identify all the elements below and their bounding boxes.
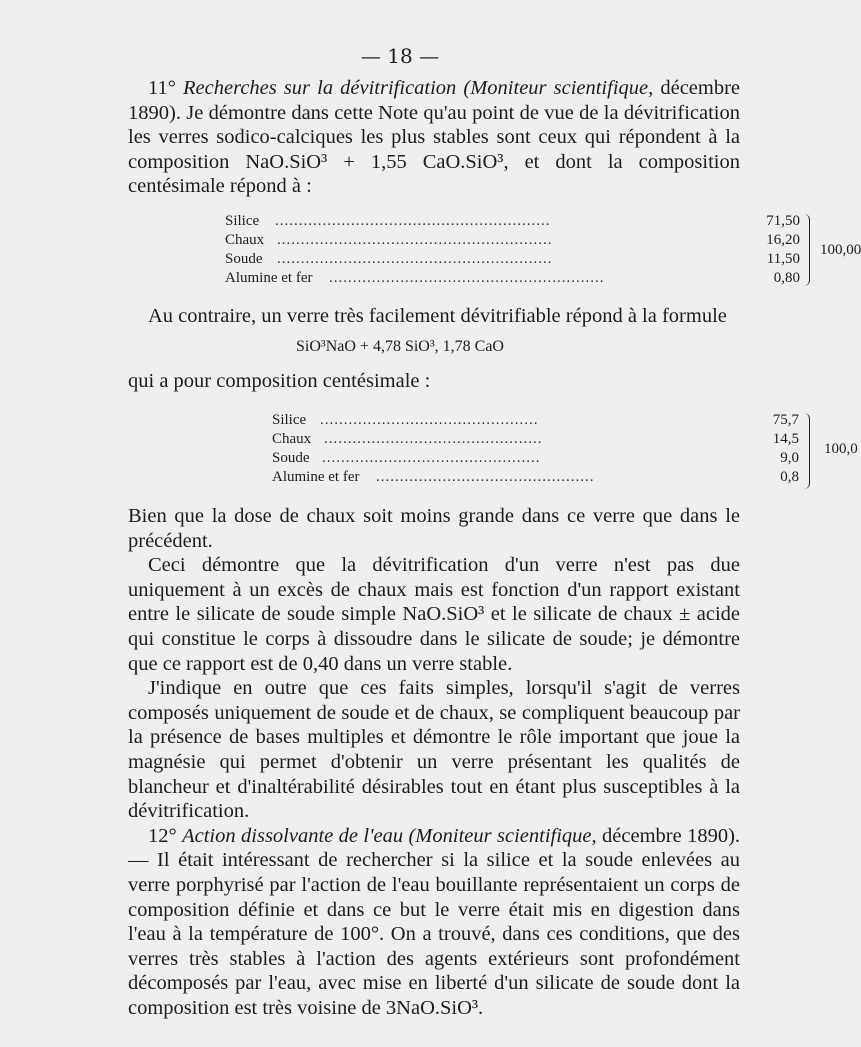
section-11-title: Recherches sur la dévitrification [183,77,457,99]
body-paragraphs [128,504,740,1020]
section-11-date: décembre 1890). [128,77,741,124]
table-row [225,212,800,231]
section-11 [128,76,740,199]
section-12-text: — Il était intéressant de rechercher si la silice et la soude enlevées au verre porphyrisé par l'action de l'eau bouillante représentaient un corps de composition définie et dans ce but le verre était mis en digestion dans l'eau à la température de 100°. On a trouvé, dans ces conditions, que des verres très stables à l'action des agents extérieurs sont profondément décomposés par l'eau, avec mise en liberté d'un silicate de soude dont la composition est très voisine de 3NaO.SiO³. [128,849,740,1019]
table-row [272,411,799,430]
table-row [225,269,800,288]
leader-dots: .............................................. [324,431,543,447]
leader-dots: .............................................. [320,412,539,428]
row-label: Silice [225,213,260,229]
composition-table-2 [272,411,858,491]
row-label: Alumine et fer [272,469,360,485]
leader-dots: .......................................................... [277,251,553,267]
section-12-date: décembre 1890). [602,824,741,847]
table-row [272,468,799,487]
row-label: Chaux [225,232,265,248]
row-label: Soude [225,251,263,267]
table-row [272,430,799,449]
section-12-number: 12° [148,824,177,847]
leader-dots: .............................................. [376,469,595,485]
table-row [272,449,799,468]
paragraph: J'indique en outre que ces faits simples, lorsqu'il s'agit de verres composés uniquement de soude et de chaux, se compliquent beaucoup par la présence de bases multiples et démontre le rôle important que joue la magnésie qui permet d'obtenir un verre présentant les qualités de blancheur et d'inaltérabilité désirables tout en étant plus susceptibles à la dévitrification. [128,677,740,823]
row-value: 75,7 [772,412,799,428]
row-value: 14,5 [772,431,799,447]
row-label: Chaux [272,431,312,447]
section-12-paragraph [128,824,740,1021]
row-value: 16,20 [766,232,800,248]
row-value: 0,80 [773,270,800,286]
section-11-number: 11° [148,77,176,99]
leader-dots: .............................................. [322,450,541,466]
row-value: 11,50 [766,251,800,267]
leader-dots: .......................................................... [329,270,605,286]
row-label: Soude [272,450,310,466]
total-value: 100,00 [820,242,861,258]
composition-intro [128,369,740,394]
section-11-text: Je démontre dans cette Note qu'au point de vue de la dévitrification les verres sodico-calciques les plus stables sont ceux qui répondent à la composition NaO.SiO³ + 1,55 CaO.SiO³, et dont la composition centésimale répond à : [128,101,740,198]
contrary-text: Au contraire, un verre très facilement dévitrifiable répond à la formule [148,305,727,327]
row-value: 9,0 [780,450,799,466]
formula: SiO³NaO + 4,78 SiO³, 1,78 CaO [296,338,504,355]
section-11-journal: (Moniteur scientifique, [463,77,654,99]
table-row [225,250,800,269]
table-row [225,231,800,250]
section-12-title: Action dissolvante de l'eau [182,824,404,847]
composition-intro-text: qui a pour composition centésimale : [128,370,431,392]
row-label: Alumine et fer [225,270,313,286]
leader-dots: .......................................................... [277,232,553,248]
section-12-journal: (Moniteur scientifique, [408,824,597,847]
paragraph: Ceci démontre que la dévitrification d'un verre n'est pas due uniquement à un excès de chaux mais est fonction d'un rapport existant entre le silicate de soude simple NaO.SiO³ et le silicate de chaux ± acide qui constitue le corps à dissoudre dans le silicate de soude; je démontre que ce rapport est de 0,40 dans un verre stable. [128,554,740,675]
section-11-paragraph [128,76,740,199]
total-value: 100,0 [824,441,858,457]
contrary-paragraph [128,304,740,329]
row-value: 71,50 [766,213,800,229]
paragraph: Bien que la dose de chaux soit moins grande dans ce verre que dans le précédent. [128,505,740,552]
row-label: Silice [272,412,307,428]
brace [803,214,810,286]
composition-table-1 [225,212,861,288]
leader-dots: .......................................................... [275,213,551,229]
row-value: 0,8 [780,469,799,485]
page-number: — 18 — [360,44,440,68]
brace [803,413,810,489]
